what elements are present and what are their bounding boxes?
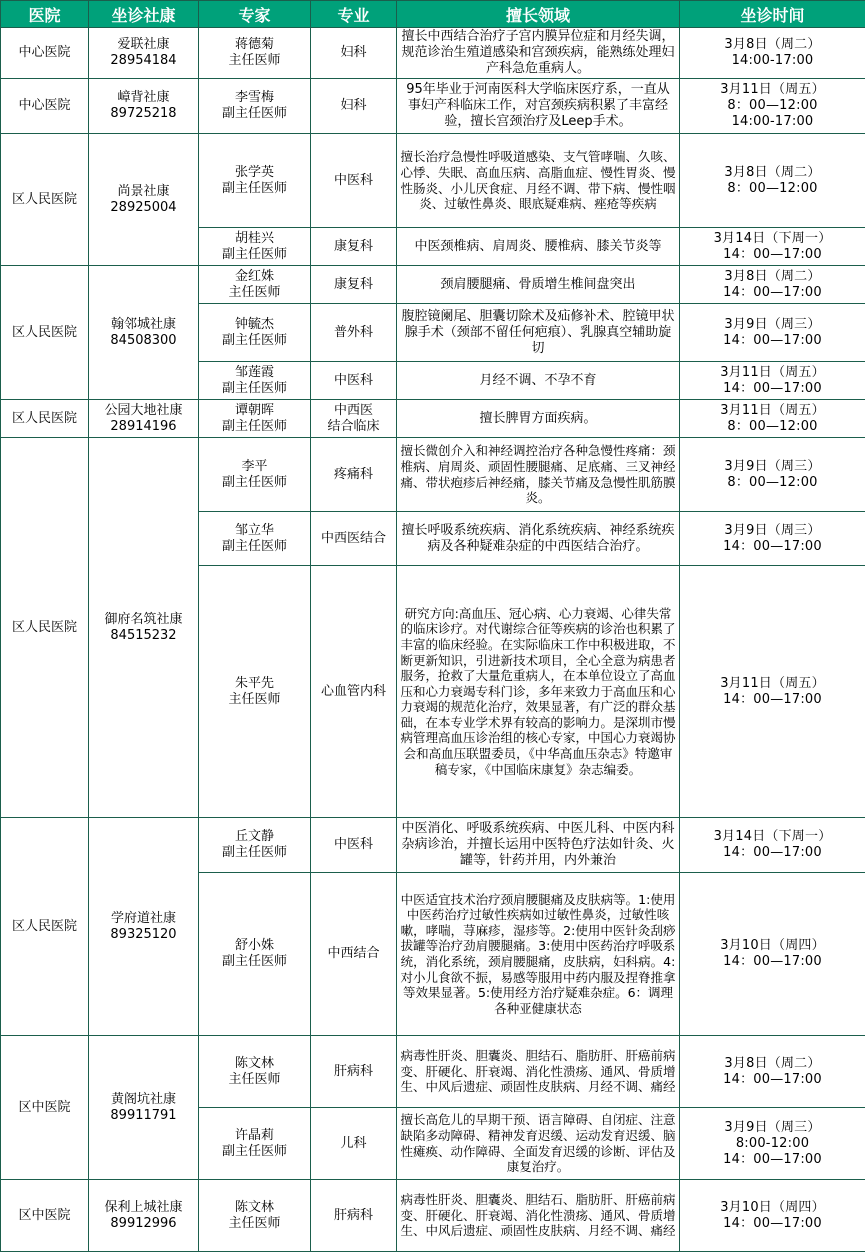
time-cell: 3月8日（周二） 14:00-17:00 [680, 28, 865, 79]
header-community: 坐诊社康 [89, 1, 199, 28]
community-cell: 保利上城社康 89912996 [89, 1180, 199, 1252]
header-hospital: 医院 [1, 1, 89, 28]
expert-cell: 李雪梅 副主任医师 [199, 79, 311, 134]
major-cell: 肝病科 [311, 1180, 397, 1252]
community-cell: 翰邻城社康 84508300 [89, 266, 199, 400]
expert-cell: 李平 副主任医师 [199, 438, 311, 512]
time-cell: 3月8日（周二） 14：00—17:00 [680, 1036, 865, 1108]
hospital-cell: 中心医院 [1, 79, 89, 134]
table-row [1, 400, 865, 438]
schedule-body [1, 28, 865, 1252]
time-cell: 3月14日（下周一） 14：00—17:00 [680, 818, 865, 873]
major-cell: 妇科 [311, 79, 397, 134]
expert-cell: 许晶莉 副主任医师 [199, 1108, 311, 1180]
time-cell: 3月10日（周四） 14：00—17:00 [680, 873, 865, 1036]
time-cell: 3月11日（周五） 14：00—17:00 [680, 362, 865, 400]
time-cell: 3月9日（周三） 14：00—17:00 [680, 512, 865, 566]
expert-cell: 张学英 副主任医师 [199, 134, 311, 228]
specialty-cell: 擅长治疗急慢性呼吸道感染、支气管哮喘、久咳、心悸、失眠、高血压病、高脂血症、慢性胃炎、慢性肠炎、小儿厌食症、月经不调、带下病、慢性咽炎、过敏性鼻炎、眼底疑难病、痤疮等疾病 [397, 134, 680, 228]
major-cell: 儿科 [311, 1108, 397, 1180]
header-row [1, 1, 865, 28]
community-cell: 嶂背社康 89725218 [89, 79, 199, 134]
hospital-cell: 区中医院 [1, 1180, 89, 1252]
table-row [1, 134, 865, 228]
expert-cell: 胡桂兴 副主任医师 [199, 228, 311, 266]
table-row [1, 28, 865, 79]
major-cell: 中西结合 [311, 873, 397, 1036]
community-cell: 尚景社康 28925004 [89, 134, 199, 266]
specialty-cell: 中医适宜技术治疗颈肩腰腿痛及皮肤病等。1:使用中医药治疗过敏性疾病如过敏性鼻炎，过敏性咳嗽，哮喘，荨麻疹，湿疹等。2:使用中医针灸刮痧拔罐等治疗劲肩腰腿痛。3:使用中医药治疗呼吸系统，消化系统，颈肩腰腿痛，皮肤病，妇科病。4:对小儿食欲不振，易感等服用中药内服及捏脊推拿等效果显著。5:使用经方治疗疑难杂症。6：调理各种亚健康状态 [397, 873, 680, 1036]
community-cell: 公园大地社康 28914196 [89, 400, 199, 438]
expert-cell: 朱平先 主任医师 [199, 566, 311, 818]
hospital-cell: 区人民医院 [1, 266, 89, 400]
community-cell: 黄阁坑社康 89911791 [89, 1036, 199, 1180]
specialty-cell: 病毒性肝炎、胆囊炎、胆结石、脂肪肝、肝癌前病变、肝硬化、肝衰竭、消化性溃疡、通风、骨质增生、中风后遗症、顽固性皮肤病、月经不调、痛经 [397, 1036, 680, 1108]
major-cell: 心血管内科 [311, 566, 397, 818]
specialty-cell: 95年毕业于河南医科大学临床医疗系，一直从事妇产科临床工作，对宫颈疾病积累了丰富经验，擅长宫颈治疗及Leep手术。 [397, 79, 680, 134]
time-cell: 3月9日（周三） 14：00—17:00 [680, 304, 865, 362]
specialty-cell: 月经不调、不孕不育 [397, 362, 680, 400]
table-row [1, 1036, 865, 1108]
specialty-cell: 颈肩腰腿痛、骨质增生椎间盘突出 [397, 266, 680, 304]
major-cell: 疼痛科 [311, 438, 397, 512]
time-cell: 3月8日（周二） 8：00—12:00 [680, 134, 865, 228]
expert-cell: 邹莲霞 副主任医师 [199, 362, 311, 400]
major-cell: 康复科 [311, 266, 397, 304]
specialty-cell: 擅长脾胃方面疾病。 [397, 400, 680, 438]
expert-cell: 陈文林 主任医师 [199, 1036, 311, 1108]
header-time: 坐诊时间 [680, 1, 865, 28]
specialty-cell: 擅长高危儿的早期干预、语言障碍、自闭症、注意缺陷多动障碍、精神发育迟缓、运动发育迟缓、脑性瘫痪、动作障碍、全面发育迟缓的诊断、评估及康复治疗。 [397, 1108, 680, 1180]
hospital-cell: 区人民医院 [1, 400, 89, 438]
time-cell: 3月11日（周五） 14：00—17:00 [680, 566, 865, 818]
hospital-cell: 区中医院 [1, 1036, 89, 1180]
header-specialty: 擅长领域 [397, 1, 680, 28]
major-cell: 普外科 [311, 304, 397, 362]
time-cell: 3月11日（周五） 8：00—12:00 14:00-17:00 [680, 79, 865, 134]
expert-cell: 丘文静 副主任医师 [199, 818, 311, 873]
specialty-cell: 擅长呼吸系统疾病、消化系统疾病、神经系统疾病及各种疑难杂症的中西医结合治疗。 [397, 512, 680, 566]
table-row [1, 79, 865, 134]
time-cell: 3月8日（周二） 14：00—17:00 [680, 266, 865, 304]
major-cell: 中西医结合 [311, 512, 397, 566]
major-cell: 妇科 [311, 28, 397, 79]
specialty-cell: 病毒性肝炎、胆囊炎、胆结石、脂肪肝、肝癌前病变、肝硬化、肝衰竭、消化性溃疡、通风、骨质增生、中风后遗症、顽固性皮肤病、月经不调、痛经 [397, 1180, 680, 1252]
hospital-cell: 区人民医院 [1, 818, 89, 1036]
expert-cell: 舒小姝 副主任医师 [199, 873, 311, 1036]
community-cell: 爱联社康 28954184 [89, 28, 199, 79]
hospital-cell: 区人民医院 [1, 438, 89, 818]
community-cell: 学府道社康 89325120 [89, 818, 199, 1036]
specialty-cell: 中医消化、呼吸系统疾病、中医儿科、中医内科杂病诊治，并擅长运用中医特色疗法如针灸、火罐等，针药并用，内外兼治 [397, 818, 680, 873]
time-cell: 3月11日（周五） 8：00—12:00 [680, 400, 865, 438]
time-cell: 3月9日（周三） 8：00—12:00 [680, 438, 865, 512]
specialty-cell: 擅长微创介入和神经调控治疗各种急慢性疼痛：颈椎病、肩周炎、顽固性腰腿痛、足底痛、三叉神经痛、带状疱疹后神经痛，膝关节痛及急慢性肌筋膜炎。 [397, 438, 680, 512]
hospital-cell: 中心医院 [1, 28, 89, 79]
header-expert: 专家 [199, 1, 311, 28]
specialty-cell: 中医颈椎病、肩周炎、腰椎病、膝关节炎等 [397, 228, 680, 266]
time-cell: 3月9日（周三） 8:00-12:00 14：00—17:00 [680, 1108, 865, 1180]
table-row [1, 438, 865, 512]
time-cell: 3月10日（周四） 14：00—17:00 [680, 1180, 865, 1252]
major-cell: 中西医 结合临床 [311, 400, 397, 438]
major-cell: 康复科 [311, 228, 397, 266]
expert-cell: 谭朝晖 副主任医师 [199, 400, 311, 438]
specialty-cell: 研究方向:高血压、冠心病、心力衰竭、心律失常的临床诊疗。对代谢综合征等疾病的诊治也积累了丰富的临床经验。在实际临床工作中积极进取，不断更新知识，引进新技术项目，全心全意为病患者服务，抢救了大量危重病人，在本单位设立了高血压和心力衰竭专科门诊，多年来致力于高血压和心力衰竭的规范化治疗，效果显著，有广泛的群众基础，在本专业学术界有较高的影响力。是深圳市慢病管理高血压诊治组的核心专家，中国心力衰竭协会和高血压联盟委员，《中华高血压杂志》特邀审稿专家，《中国临床康复》杂志编委。 [397, 566, 680, 818]
expert-cell: 邹立华 副主任医师 [199, 512, 311, 566]
time-cell: 3月14日（下周一） 14：00—17:00 [680, 228, 865, 266]
community-cell: 御府名筑社康 84515232 [89, 438, 199, 818]
expert-cell: 金红姝 主任医师 [199, 266, 311, 304]
specialty-cell: 腹腔镜阑尾、胆囊切除术及疝修补术、腔镜甲状腺手术（颈部不留任何疤痕）、乳腺真空辅助旋切 [397, 304, 680, 362]
major-cell: 肝病科 [311, 1036, 397, 1108]
table-row [1, 818, 865, 873]
expert-cell: 钟毓杰 副主任医师 [199, 304, 311, 362]
specialty-cell: 擅长中西结合治疗子宫内膜异位症和月经失调，规范诊治生殖道感染和宫颈疾病，能熟练处理妇产科急危重病人。 [397, 28, 680, 79]
table-row [1, 266, 865, 304]
header-major: 专业 [311, 1, 397, 28]
table-row [1, 1180, 865, 1252]
expert-cell: 蒋德菊 主任医师 [199, 28, 311, 79]
hospital-cell: 区人民医院 [1, 134, 89, 266]
major-cell: 中医科 [311, 362, 397, 400]
expert-cell: 陈文林 主任医师 [199, 1180, 311, 1252]
major-cell: 中医科 [311, 818, 397, 873]
major-cell: 中医科 [311, 134, 397, 228]
